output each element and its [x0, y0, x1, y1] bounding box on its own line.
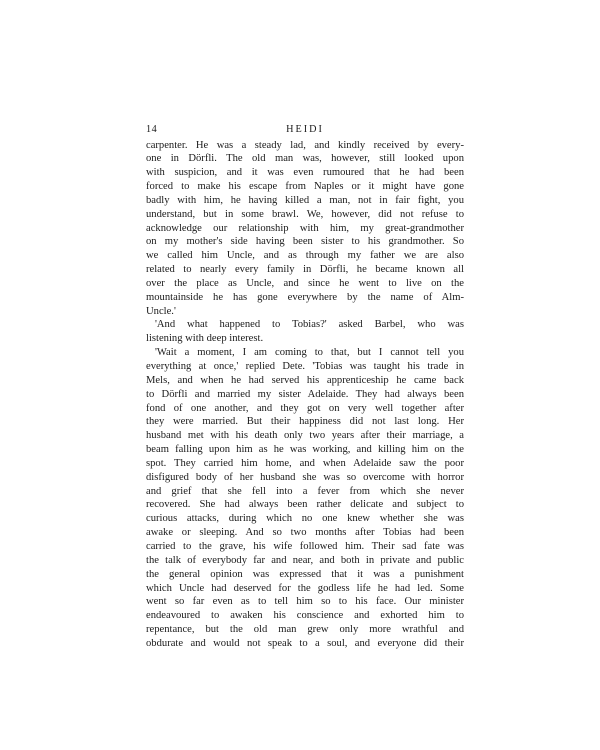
- text-line: obdurate and would not speak to a soul, and everyone did their: [146, 637, 464, 649]
- text-line: they were married. But their happiness did not last long. Her: [146, 416, 464, 428]
- text-line: mountainside he has gone everywhere by the name of Alm-: [146, 291, 464, 303]
- text-line: with suspicion, and it was even rumoured that he had been: [146, 167, 464, 179]
- text-line: acknowledge our relationship with him, my great-grandmother: [146, 222, 464, 234]
- text-line: Mels, and when he had served his apprenticeship he came back: [146, 374, 464, 386]
- text-line: recovered. She had always been rather delicate and subject to: [146, 499, 464, 511]
- text-line: carpenter. He was a steady lad, and kindly received by every-: [146, 139, 464, 151]
- text-line: disfigured body of her husband she was so overcome with horror: [146, 471, 464, 483]
- running-head: [146, 124, 464, 138]
- page-number: 14: [146, 124, 158, 135]
- text-line: and grief that she fell into a fever from which she never: [146, 485, 464, 497]
- text-line: endeavoured to awaken his conscience and exhorted him to: [146, 610, 464, 622]
- text-line: understand, but in some brawl. We, however, did not refuse to: [146, 208, 464, 220]
- text-line: awake or sleeping. And so two months after Tobias had been: [146, 527, 464, 539]
- text-line: the general opinion was expressed that it was a punishment: [146, 568, 464, 580]
- text-line: which Uncle had deserved for the godless life he had led. Some: [146, 582, 464, 594]
- text-line: fond of one another, and they got on very well together after: [146, 402, 464, 414]
- text-line: to Dörfli and married my sister Adelaide. They had always been: [146, 388, 464, 400]
- text-line: Uncle.': [146, 305, 176, 317]
- text-line: on my mother's side having been sister to his grandmother. So: [146, 236, 464, 248]
- text-line: we called him Uncle, and as through my father we are also: [146, 250, 464, 262]
- running-title: HEIDI: [286, 124, 324, 135]
- text-line: everything at once,' replied Dete. 'Tobias was taught his trade in: [146, 361, 464, 372]
- text-line: went so far even as to tell him so to his face. Our minister: [146, 596, 464, 608]
- text-line: listening with deep interest.: [146, 333, 264, 345]
- text-line: curious attacks, during which no one knew whether she was: [146, 513, 464, 525]
- body-text: [146, 139, 464, 651]
- text-line: beam falling upon him as he was working, and killing him on the: [146, 444, 464, 456]
- text-line: 'Wait a moment, I am coming to that, but I cannot tell you: [155, 347, 464, 359]
- text-line: one in Dörfli. The old man was, however, still looked upon: [146, 153, 464, 165]
- text-line: husband met with his death only two years after their marriage, a: [146, 430, 464, 442]
- text-line: over the place as Uncle, and since he went to live on the: [146, 277, 464, 289]
- text-line: badly with him, he having killed a man, not in fair fight, you: [146, 194, 464, 206]
- text-line: spot. They carried him home, and when Adelaide saw the poor: [146, 457, 464, 469]
- text-line: forced to make his escape from Naples or it might have gone: [146, 181, 464, 193]
- text-line: the talk of everybody far and near, and both in private and public: [146, 554, 464, 566]
- text-line: 'And what happened to Tobias?' asked Barbel, who was: [155, 319, 464, 331]
- text-line: carried to the grave, his wife followed him. Their sad fate was: [146, 540, 464, 552]
- text-line: related to nearly every family in Dörfli, he became known all: [146, 264, 464, 276]
- text-line: repentance, but the old man grew only more wrathful and: [146, 624, 464, 636]
